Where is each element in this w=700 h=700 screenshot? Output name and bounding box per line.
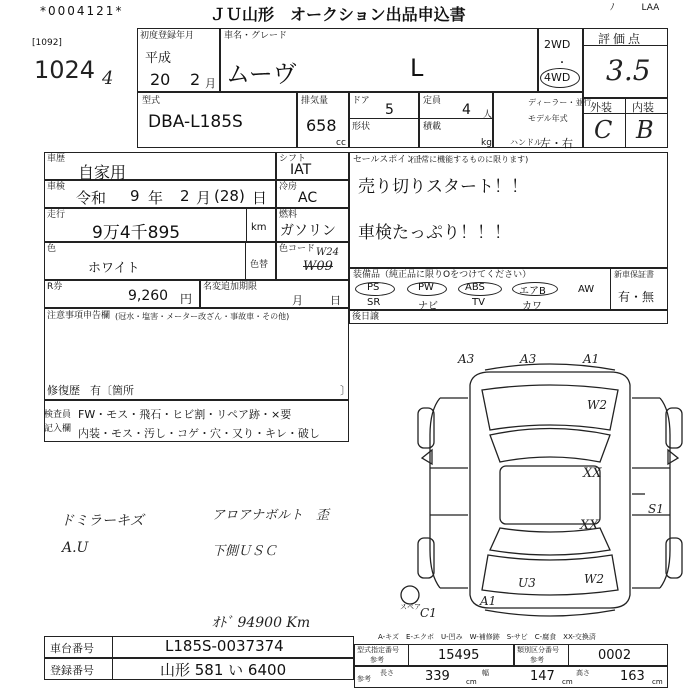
ext-int-divider — [625, 98, 626, 148]
hand-note-left-1: ドミラーキズ — [60, 513, 144, 529]
color-code: W09 — [303, 259, 333, 274]
history-value: 自家用 — [78, 163, 127, 182]
recycle-unit: 円 — [180, 292, 193, 306]
selling-box — [349, 152, 668, 268]
exterior-label: 外装 — [590, 101, 612, 114]
repair-end: 〕 — [340, 384, 351, 397]
registration-unit: 月 — [205, 77, 216, 90]
equip-airbag: エアB — [519, 286, 546, 297]
rear-box — [349, 310, 668, 324]
designation-ref: 参考 — [370, 656, 384, 664]
height-value: 163 — [620, 669, 645, 684]
selling-line-2: 車検たっぷり！！！ — [358, 223, 511, 243]
category-value: 0002 — [598, 648, 632, 663]
length-label: 長さ — [380, 669, 394, 677]
mileage-label: 走行 — [47, 210, 66, 220]
shape-label: 形状 — [352, 122, 371, 132]
recycle-label: R券 — [47, 282, 63, 292]
inspection-month: 2 — [180, 187, 190, 205]
rear-label: 後日譲 — [352, 312, 380, 322]
category-divider — [568, 644, 569, 666]
equip-aw: AW — [578, 284, 595, 295]
registration-month: 2 — [190, 70, 201, 89]
plate-label: 登録番号 — [50, 664, 94, 677]
inspection-d: 日 — [252, 189, 268, 207]
category-ref: 参考 — [530, 656, 544, 664]
recycle-box — [44, 280, 200, 308]
recycle-value: 9,260 — [128, 288, 169, 304]
displacement-value: 658 — [306, 116, 337, 135]
mileage-divider — [246, 208, 247, 242]
ac-label: 冷房 — [279, 182, 298, 192]
shift-value: IAT — [290, 162, 312, 178]
color-divider — [245, 242, 246, 280]
displacement-label: 排気量 — [301, 96, 329, 106]
selling-label: セールスポイント — [353, 155, 425, 165]
designation-value: 15495 — [438, 648, 480, 663]
selling-note: (正常に機能するものに限ります) — [410, 155, 529, 164]
repair-label: 修復歴 — [47, 384, 80, 397]
lot-barcode: *0004121* — [40, 4, 124, 18]
car-name: ムーヴ — [226, 60, 297, 88]
selling-line-1: 売り切りスタート！！ — [358, 177, 528, 197]
capacity-value: 4 — [462, 102, 471, 118]
drive-2wd: 2WD — [544, 38, 571, 51]
equip-ps: PS — [367, 282, 380, 293]
load-unit: kg — [481, 138, 492, 148]
color-label: 色 — [47, 244, 57, 254]
designation-divider — [408, 644, 409, 666]
name-change-label: 名変追加期限 — [203, 282, 258, 292]
fuel-label: 燃料 — [279, 210, 298, 220]
check-row-1: FW・モス・飛石・ヒビ割・リペア跡・×要 — [78, 408, 292, 421]
inspection-m: 月 — [196, 189, 212, 207]
vin-value: L185S-0037374 — [165, 637, 284, 655]
capacity-unit: 人 — [483, 110, 493, 120]
equipment-label: 装備品（純正品に限りOをつけてください） — [353, 270, 532, 280]
inspection-era: 令和 — [76, 189, 107, 207]
new-car-warranty-label: 新車保証書 — [614, 270, 654, 279]
damage-mark-w2-front: W2 — [587, 398, 607, 412]
car-name-label: 車名・グレード — [224, 31, 288, 41]
repair-value: 有〔箇所 — [90, 384, 134, 397]
interior-grade: B — [636, 116, 654, 144]
registration-year: 20 — [150, 70, 171, 89]
registration-era: 平成 — [145, 51, 172, 66]
model-year-label: モデル年式 — [528, 114, 568, 123]
car-grade: L — [410, 54, 424, 82]
width-label: 幅 — [482, 669, 489, 677]
hand-note-mileage: ｵﾄﾞ 94900 Km — [212, 615, 311, 631]
damage-mark-a3-left: A3 — [458, 352, 475, 366]
height-label: 高さ — [576, 669, 590, 677]
capacity-label: 定員 — [423, 96, 442, 106]
check-row-2: 内装・モス・汚し・コゲ・穴・又り・キレ・破し — [78, 427, 320, 440]
entry-id: [1092] — [32, 38, 62, 48]
equip-abs: ABS — [465, 282, 485, 293]
inspector-label-1: 検査員 — [44, 410, 72, 420]
notes-sub: (冠水・塩害・メーター改ざん・事故車・その他) — [115, 312, 290, 321]
doors-value: 5 — [385, 102, 394, 118]
load-label: 積載 — [423, 122, 442, 132]
notes-label: 注意事項申告欄 — [47, 311, 111, 321]
exterior-grade: C — [594, 116, 613, 144]
spare-label: スペア — [400, 603, 421, 611]
score-value: 3.5 — [606, 54, 651, 87]
damage-mark-a1-rear: A1 — [480, 594, 497, 608]
damage-mark-xx-upper: XX — [583, 466, 602, 481]
car-damage-diagram — [400, 350, 700, 630]
new-car-warranty-value: 有・無 — [618, 290, 655, 304]
interior-label: 内装 — [632, 101, 654, 114]
mileage-value: 9万4千895 — [92, 223, 181, 243]
inspection-label: 車検 — [47, 182, 66, 192]
name-change-day: 日 — [330, 294, 341, 307]
inspection-year: 9 — [130, 187, 140, 205]
inspector-label-2: 記入欄 — [44, 424, 72, 434]
category-label: 類別区分番号 — [517, 646, 559, 654]
color-code-label: 色コード — [279, 244, 316, 254]
inspection-y: 年 — [148, 189, 164, 207]
ac-value: AC — [298, 190, 318, 206]
equipment-divider — [610, 268, 611, 310]
width-value: 147 — [530, 669, 555, 684]
shift-label: シフト — [279, 154, 307, 164]
score-label: 評価点 — [598, 32, 644, 46]
length-unit: cm — [466, 678, 477, 686]
hand-note-right-1: アロアナボルト 歪 — [212, 508, 330, 523]
dimensions-ref: 参考 — [357, 675, 371, 683]
damage-legend: A-キズ E-エクボ U-凹み W-補修跡 S-サビ C-腐食 XX-交換済 — [378, 633, 596, 641]
model-label: 型式 — [142, 96, 161, 106]
entry-suffix: 4 — [102, 68, 114, 89]
fuel-value: ガソリン — [280, 223, 336, 239]
damage-mark-s1: S1 — [648, 502, 664, 516]
inspection-day: (28) — [214, 187, 245, 205]
hand-note-right-2: 下側ＵＳＣ — [212, 544, 278, 559]
damage-mark-w2-rear: W2 — [584, 572, 604, 586]
equip-sr: SR — [367, 297, 381, 308]
handle-value: 左・右 — [540, 137, 573, 150]
color-code-note: W24 — [316, 247, 340, 258]
damage-mark-a1-front: A1 — [583, 352, 600, 366]
height-unit: cm — [652, 678, 663, 686]
model-value: DBA-L185S — [148, 112, 243, 132]
history-label: 車歴 — [47, 154, 66, 164]
hand-note-left-2: A.U — [62, 540, 89, 556]
drive-4wd: 4WD — [544, 71, 571, 84]
designation-label: 型式指定番号 — [357, 646, 399, 654]
doors-label: ドア — [352, 96, 370, 106]
mileage-unit: km — [251, 222, 267, 233]
color-change-label: 色替 — [250, 260, 269, 270]
vin-label: 車台番号 — [50, 642, 94, 655]
corner-mark: ﾉ LAA — [610, 3, 660, 13]
length-value: 339 — [425, 669, 450, 684]
damage-mark-c1: C1 — [420, 606, 437, 620]
damage-mark-xx-lower: XX — [580, 518, 599, 533]
name-change-month: 月 — [292, 294, 303, 307]
entry-number: 1024 — [34, 56, 96, 84]
equip-navi: ナビ — [418, 301, 438, 312]
dealer-label: ディーラー・並行 — [528, 98, 592, 107]
width-unit: cm — [562, 678, 573, 686]
handle-label: ハンドル — [510, 138, 542, 147]
damage-mark-u3: U3 — [518, 576, 536, 590]
displacement-unit: cc — [336, 138, 346, 148]
drive-dot: ・ — [557, 58, 567, 69]
registration-label: 初度登録年月 — [140, 31, 195, 41]
plate-value: 山形 581 い 6400 — [160, 661, 287, 679]
equip-pw: PW — [418, 282, 434, 293]
equip-tv: TV — [472, 297, 485, 308]
equip-leather: カワ — [522, 301, 542, 312]
damage-mark-a3-center: A3 — [520, 352, 537, 366]
form-title: ＪＵ山形 オークション出品申込書 — [210, 5, 466, 24]
color-value: ホワイト — [88, 261, 140, 276]
color-box — [44, 242, 276, 280]
